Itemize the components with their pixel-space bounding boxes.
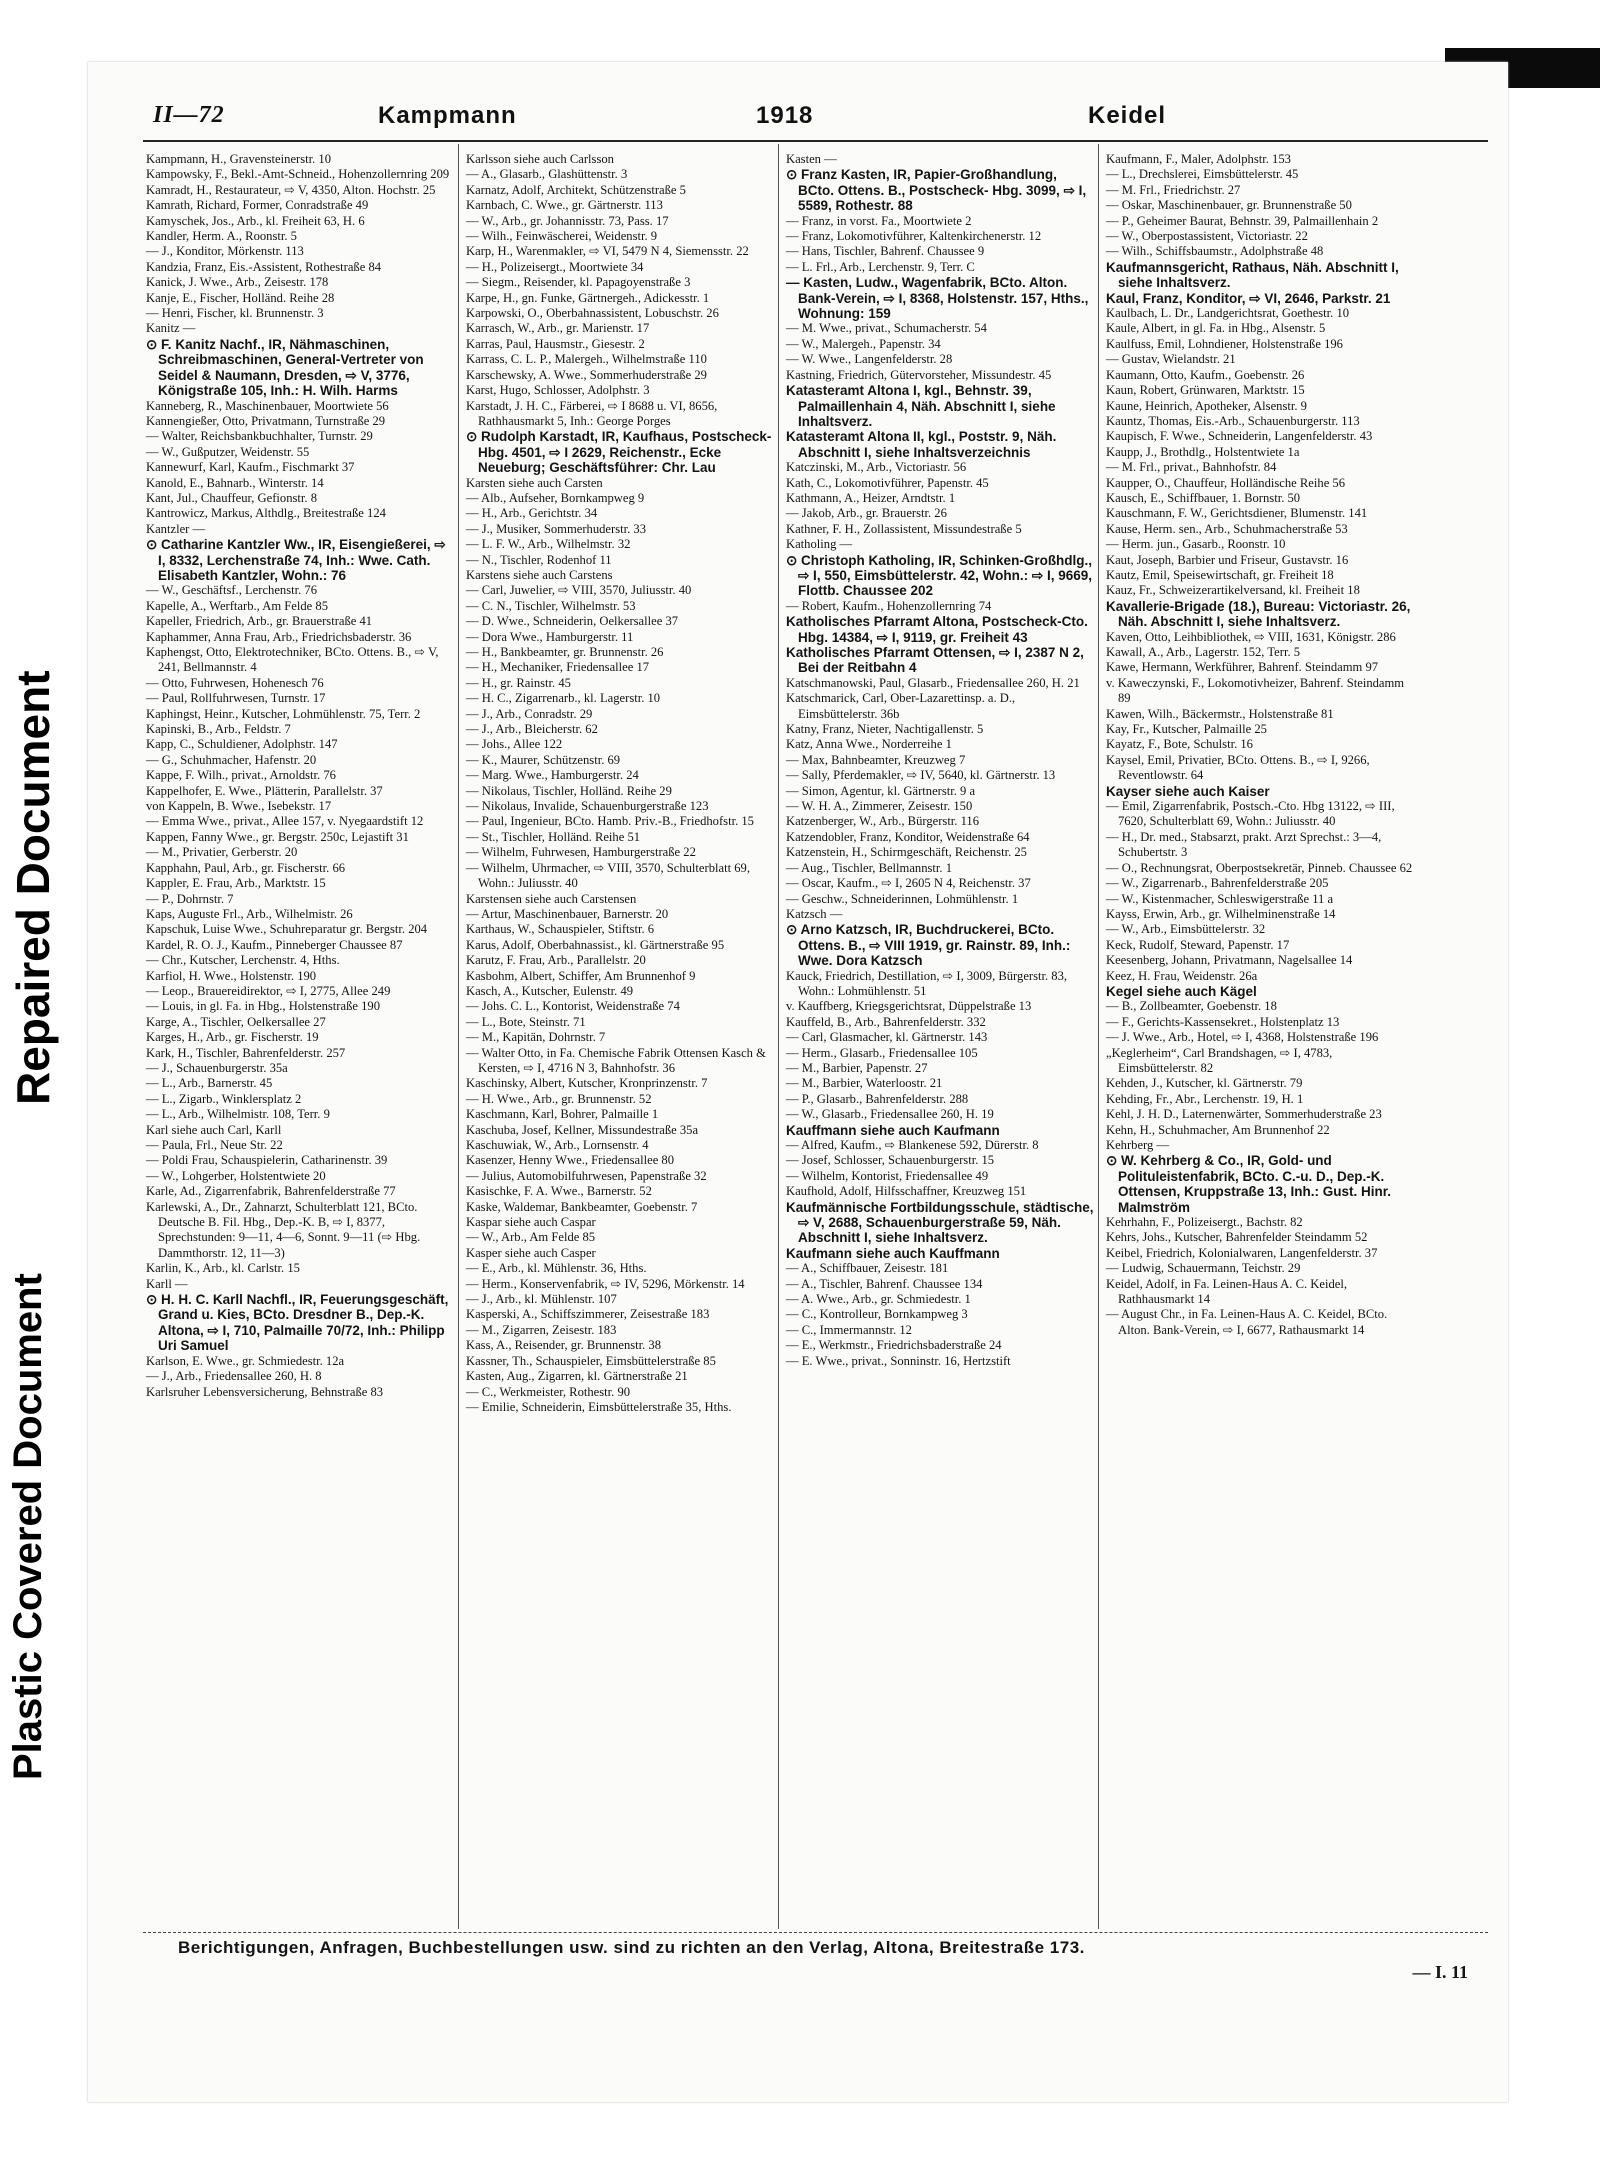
directory-entry: Karnbach, C. Wwe., gr. Gärtnerstr. 113: [466, 198, 663, 213]
directory-entry: — W., Oberpostassistent, Victoriastr. 22: [1106, 229, 1308, 244]
directory-entry: Katasteramt Altona I, kgl., Behnstr. 39, Palmaillenhain 4, Näh. Abschnitt I, siehe Inhaltsverz.: [786, 383, 1056, 429]
directory-entry: — L. Frl., Arb., Lerchenstr. 9, Terr. C: [786, 259, 975, 274]
directory-entry: — Poldi Frau, Schauspielerin, Catharinenstr. 39: [146, 1153, 388, 1168]
directory-entry: — L., Zigarb., Winklersplatz 2: [146, 1091, 302, 1106]
directory-entry: Kaufmann, F., Maler, Adolphstr. 153: [1106, 152, 1291, 166]
directory-entry: — W. H. A., Zimmerer, Zeisestr. 150: [786, 799, 973, 814]
directory-entry: — A. Wwe., Arb., gr. Schmiedestr. 1: [786, 1292, 971, 1307]
directory-entry: — Wilhelm, Kontorist, Friedensallee 49: [786, 1168, 989, 1183]
directory-entry: Karges, H., Arb., gr. Fischerstr. 19: [146, 1030, 319, 1045]
footer-notice: Berichtigungen, Anfragen, Buchbestellungen usw. sind zu richten an den Verlag, Altona, Breitestraße 173.: [178, 1938, 1085, 1957]
directory-entry: Kasten —: [786, 152, 837, 166]
directory-entry: — J., Arb., Friedensallee 260, H. 8: [146, 1369, 322, 1384]
directory-entry: Katzenstein, H., Schirmgeschäft, Reichenstr. 25: [786, 845, 1027, 860]
directory-entry: — Oscar, Kaufm., ⇨ I, 2605 N 4, Reichenstr. 37: [786, 876, 1031, 891]
directory-entry: Kaschuba, Josef, Kellner, Missundestraße 35a: [466, 1122, 699, 1137]
directory-entry: Kauffmann siehe auch Kaufmann: [786, 1122, 1000, 1138]
directory-entry: — Walter Otto, in Fa. Chemische Fabrik Ottensen Kasch & Kersten, ⇨ I, 4716 N 3, Bahnhofstr. 36: [466, 1045, 766, 1075]
directory-entry: Kappler, E. Frau, Arb., Marktstr. 15: [146, 876, 326, 891]
directory-entry: — W., Kistenmacher, Schleswigerstraße 11 a: [1106, 891, 1334, 906]
directory-column-1: [146, 152, 454, 1400]
directory-entry: — A., Tischler, Bahrenf. Chaussee 134: [786, 1276, 983, 1291]
directory-entry: ⊙ Arno Katzsch, IR, Buchdruckerei, BCto. Ottens. B., ⇨ VIII 1919, gr. Rainstr. 89, Inh.: Wwe. Dora Katzsch: [786, 922, 1071, 969]
directory-entry: Kegel siehe auch Kägel: [1106, 983, 1257, 999]
directory-entry: ⊙ Rudolph Karstadt, IR, Kaufhaus, Postscheck- Hbg. 4501, ⇨ I 2629, Reichenstr., Ecke Neueburg; Geschäftsführer: Chr. Lau: [466, 429, 772, 476]
header-last-name: Keidel: [1088, 102, 1167, 129]
directory-entry: — L., Drechslerei, Eimsbüttelerstr. 45: [1106, 167, 1299, 182]
directory-entry: Keidel, Adolf, in Fa. Leinen-Haus A. C. Keidel, Rathhausmarkt 14: [1106, 1276, 1347, 1307]
directory-entry: Kant, Jul., Chauffeur, Gefionstr. 8: [146, 490, 317, 505]
directory-entry: — Paul, Ingenieur, BCto. Hamb. Priv.-B., Friedhofstr. 15: [466, 814, 754, 829]
directory-entry: Katschmarick, Carl, Ober-Lazarettinsp. a. D., Eimsbüttelerstr. 36b: [786, 691, 1016, 721]
directory-entry: Keibel, Friedrich, Kolonialwaren, Langenfelderstr. 37: [1106, 1245, 1378, 1260]
directory-entry: — B., Zollbeamter, Goebenstr. 18: [1106, 999, 1277, 1014]
directory-entry: Karpe, H., gn. Funke, Gärtnergeh., Adickesstr. 1: [466, 290, 710, 305]
directory-entry: ⊙ Catharine Kantzler Ww., IR, Eisengießerei, ⇨ I, 8332, Lerchenstraße 74, Inh.: Wwe. Cath. Elisabeth Kantzler, Wohn.: 76: [146, 537, 446, 583]
directory-entry: Karlsson siehe auch Carlsson: [466, 152, 614, 166]
directory-entry: Kardel, R. O. J., Kaufm., Pinneberger Chaussee 87: [146, 937, 403, 952]
repaired-document-label: Repaired Document: [7, 670, 59, 1105]
directory-entry: Kanold, E., Bahnarb., Winterstr. 14: [146, 475, 324, 490]
directory-entry: Kaun, Robert, Grünwaren, Marktstr. 15: [1106, 383, 1305, 398]
directory-entry: Kaysel, Emil, Privatier, BCto. Ottens. B., ⇨ I, 9266, Reventlowstr. 64: [1106, 752, 1370, 783]
directory-entry: Kehding, Fr., Abr., Lerchenstr. 19, H. 1: [1106, 1091, 1304, 1106]
directory-entry: Katzenberger, W., Arb., Bürgerstr. 116: [786, 814, 980, 829]
directory-entry: Kawall, A., Arb., Lagerstr. 152, Terr. 5: [1106, 645, 1301, 659]
directory-entry: Katczinski, M., Arb., Victoriastr. 56: [786, 460, 967, 475]
directory-entry: — Marg. Wwe., Hamburgerstr. 24: [466, 768, 639, 783]
footer-mark: — I. 11: [1412, 1962, 1468, 1982]
directory-entry: Kehden, J., Kutscher, kl. Gärtnerstr. 79: [1106, 1076, 1303, 1091]
directory-entry: — Herm. jun., Gasarb., Roonstr. 10: [1106, 537, 1286, 552]
directory-entry: Kaven, Otto, Leihbibliothek, ⇨ VIII, 1631, Königstr. 286: [1106, 629, 1396, 644]
directory-entry: Kass, A., Reisender, gr. Brunnenstr. 38: [466, 1338, 662, 1353]
directory-entry: — Franz, in vorst. Fa., Moortwiete 2: [786, 213, 972, 228]
column-divider: [1098, 144, 1099, 1929]
directory-entry: — C. N., Tischler, Wilhelmstr. 53: [466, 598, 636, 613]
directory-entry: — Carl, Juwelier, ⇨ VIII, 3570, Juliusstr. 40: [466, 583, 692, 598]
directory-entry: Kamrath, Richard, Former, Conradstraße 49: [146, 198, 369, 213]
directory-entry: — N., Tischler, Rodenhof 11: [466, 552, 612, 567]
directory-entry: — Alb., Aufseher, Bornkampweg 9: [466, 490, 645, 505]
directory-entry: Karthaus, W., Schauspieler, Stiftstr. 6: [466, 922, 655, 937]
directory-entry: Kaumann, Otto, Kaufm., Goebenstr. 26: [1106, 367, 1305, 382]
directory-entry: — C., Kontrolleur, Bornkampweg 3: [786, 1307, 968, 1322]
directory-entry: — W. Wwe., Langenfelderstr. 28: [786, 352, 953, 367]
directory-entry: Kaufhold, Adolf, Hilfsschaffner, Kreuzweg 151: [786, 1184, 1027, 1199]
directory-entry: Kehl, J. H. D., Laternenwärter, Sommerhuderstraße 23: [1106, 1107, 1382, 1122]
directory-entry: Kausch, E., Schiffbauer, 1. Bornstr. 50: [1106, 490, 1301, 505]
directory-entry: — J., Konditor, Mörkenstr. 113: [146, 244, 304, 259]
directory-entry: Kauschmann, F. W., Gerichtsdiener, Blumenstr. 141: [1106, 506, 1368, 521]
directory-entry: — H., Arb., Gerichtstr. 34: [466, 506, 598, 521]
directory-entry: — M., Zigarren, Zeisestr. 183: [466, 1322, 617, 1337]
directory-entry: Kawe, Hermann, Werkführer, Bahrenf. Steindamm 97: [1106, 660, 1379, 675]
directory-entry: — Julius, Automobilfuhrwesen, Papenstraße 32: [466, 1168, 707, 1183]
directory-entry: Kaphammer, Anna Frau, Arb., Friedrichsbaderstr. 36: [146, 629, 412, 644]
directory-entry: — M. Wwe., privat., Schumacherstr. 54: [786, 321, 987, 336]
directory-entry: Kannewurf, Karl, Kaufm., Fischmarkt 37: [146, 460, 355, 475]
directory-entry: Kastning, Friedrich, Gütervorsteher, Missundestr. 45: [786, 367, 1052, 382]
directory-entry: Keesenberg, Johann, Privatmann, Nagelsallee 14: [1106, 953, 1353, 968]
directory-entry: Katasteramt Altona II, kgl., Poststr. 9, Näh. Abschnitt I, siehe Inhaltsverzeichnis: [786, 429, 1057, 460]
directory-entry: — Hans, Tischler, Bahrenf. Chaussee 9: [786, 244, 985, 259]
directory-entry: — Leop., Brauereidirektor, ⇨ I, 2775, Allee 249: [146, 983, 391, 998]
directory-entry: — Nikolaus, Invalide, Schauenburgerstraße 123: [466, 799, 709, 814]
directory-entry: Kapphahn, Paul, Arb., gr. Fischerstr. 66: [146, 860, 346, 875]
directory-entry: Kath, C., Lokomotivführer, Papenstr. 45: [786, 475, 989, 490]
directory-entry: — P., Geheimer Baurat, Behnstr. 39, Palmaillenhain 2: [1106, 213, 1379, 228]
directory-entry: — Kasten, Ludw., Wagenfabrik, BCto. Alton. Bank-Verein, ⇨ I, 8368, Holstenstr. 157, Hths., Wohnung: 159: [786, 275, 1089, 322]
directory-entry: — J., Schauenburgerstr. 35a: [146, 1060, 288, 1075]
directory-entry: — W., Gußputzer, Weidenstr. 55: [146, 444, 310, 459]
directory-entry: — Geschw., Schneiderinnen, Lohmühlenstr. 1: [786, 891, 1019, 906]
directory-entry: Karst, Hugo, Schlosser, Adolphstr. 3: [466, 383, 650, 398]
directory-entry: Kappen, Fanny Wwe., gr. Bergstr. 250c, Lejastift 31: [146, 829, 409, 844]
directory-entry: — W., Lohgerber, Holstentwiete 20: [146, 1168, 326, 1183]
directory-entry: Kayatz, F., Bote, Schulstr. 16: [1106, 737, 1253, 752]
directory-entry: — Chr., Kutscher, Lerchenstr. 4, Hths.: [146, 953, 340, 968]
directory-entry: Kaulfuss, Emil, Lohndiener, Holstenstraße 196: [1106, 336, 1343, 351]
directory-entry: Kaphengst, Otto, Elektrotechniker, BCto. Ottens. B., ⇨ V, 241, Bellmannstr. 4: [146, 645, 439, 675]
directory-entry: — Max, Bahnbeamter, Kreuzweg 7: [786, 752, 966, 767]
directory-entry: Kaphingst, Heinr., Kutscher, Lohmühlenstr. 75, Terr. 2: [146, 706, 421, 721]
directory-entry: Kauntz, Thomas, Eis.-Arb., Schauenburgerstr. 113: [1106, 413, 1360, 428]
directory-entry: — G., Schuhmacher, Hafenstr. 20: [146, 752, 317, 767]
directory-entry: — Emilie, Schneiderin, Eimsbüttelerstraße 35, Hths.: [466, 1399, 732, 1414]
directory-entry: — A., Glasarb., Glashüttenstr. 3: [466, 167, 628, 182]
directory-entry: — D. Wwe., Schneiderin, Oelkersallee 37: [466, 614, 679, 629]
directory-entry: Kappe, F. Wilh., privat., Arnoldstr. 76: [146, 768, 336, 783]
directory-entry: — Henri, Fischer, kl. Brunnenstr. 3: [146, 306, 324, 321]
header-year: 1918: [756, 102, 814, 129]
directory-entry: Keez, H. Frau, Weidenstr. 26a: [1106, 968, 1258, 983]
directory-entry: Katzendobler, Franz, Konditor, Weidenstraße 64: [786, 829, 1030, 844]
directory-entry: Kaupp, J., Brothdlg., Holstentwiete 1a: [1106, 444, 1300, 459]
directory-entry: — W., Zigarrenarb., Bahrenfelderstraße 205: [1106, 876, 1329, 891]
directory-entry: Kauffeld, B., Arb., Bahrenfelderstr. 332: [786, 1014, 986, 1029]
directory-entry: Kanitz —: [146, 321, 196, 336]
directory-entry: Katholisches Pfarramt Altona, Postscheck-Cto. Hbg. 14384, ⇨ I, 9119, gr. Freiheit 43: [786, 614, 1088, 645]
directory-entry: Kasper siehe auch Casper: [466, 1245, 596, 1260]
directory-entry: Keck, Rudolf, Steward, Papenstr. 17: [1106, 937, 1290, 952]
directory-entry: Kanneberg, R., Maschinenbauer, Moortwiete 56: [146, 398, 389, 413]
directory-entry: v. Kaweczynski, F., Lokomotivheizer, Bahrenf. Steindamm 89: [1106, 675, 1405, 706]
directory-entry: Kappelhofer, E. Wwe., Plätterin, Parallelstr. 37: [146, 783, 383, 798]
directory-entry: — H., Mechaniker, Friedensallee 17: [466, 660, 650, 675]
directory-entry: — Emil, Zigarrenfabrik, Postsch.-Cto. Hbg 13122, ⇨ III, 7620, Schulterblatt 69, Wohn.: Juliusstr. 40: [1106, 799, 1395, 829]
column-divider: [458, 144, 459, 1929]
directory-entry: — Nikolaus, Tischler, Holländ. Reihe 29: [466, 783, 672, 798]
directory-entry: Karl siehe auch Carl, Karll: [146, 1122, 282, 1137]
directory-entry: — Johs., Allee 122: [466, 737, 563, 752]
directory-entry: Kamyschek, Jos., Arb., kl. Freiheit 63, H. 6: [146, 213, 365, 228]
directory-entry: — Jakob, Arb., gr. Brauerstr. 26: [786, 506, 947, 521]
directory-entry: Katholisches Pfarramt Ottensen, ⇨ I, 2387 N 2, Bei der Reitbahn 4: [786, 645, 1084, 676]
directory-entry: Kay, Fr., Kutscher, Palmaille 25: [1106, 722, 1267, 737]
directory-entry: — Paul, Rollfuhrwesen, Turnstr. 17: [146, 691, 326, 706]
directory-entry: Katny, Franz, Nieter, Nachtigallenstr. 5: [786, 722, 984, 737]
directory-entry: Kehrberg —: [1106, 1138, 1170, 1152]
directory-entry: — E., Werkmstr., Friedrichsbaderstraße 24: [786, 1338, 1002, 1353]
directory-entry: — Aug., Tischler, Bellmannstr. 1: [786, 860, 953, 875]
directory-entry: — M., Barbier, Waterloostr. 21: [786, 1076, 943, 1091]
directory-entry: Kaufmännische Fortbildungsschule, städtische, ⇨ V, 2688, Schauenburgerstraße 59, Näh. Abschnitt I, siehe Inhaltsverz.: [786, 1199, 1094, 1246]
directory-entry: — J., Arb., Conradstr. 29: [466, 706, 593, 721]
directory-entry: Kehn, H., Schuhmacher, Am Brunnenhof 22: [1106, 1122, 1330, 1137]
page-reference: II—72: [153, 102, 225, 128]
directory-entry: Karfiol, H. Wwe., Holstenstr. 190: [146, 968, 317, 983]
directory-entry: — K., Maurer, Schützenstr. 69: [466, 752, 621, 767]
directory-entry: — H., Dr. med., Stabsarzt, prakt. Arzt Sprechst.: 3—4, Schubertstr. 3: [1106, 829, 1382, 860]
directory-entry: Kassner, Th., Schauspieler, Eimsbüttelerstraße 85: [466, 1353, 716, 1368]
directory-entry: — O., Rechnungsrat, Oberpostsekretär, Pinneb. Chaussee 62: [1106, 860, 1413, 875]
directory-entry: Kasch, A., Kutscher, Eulenstr. 49: [466, 983, 634, 998]
directory-entry: — L. F. W., Arb., Wilhelmstr. 32: [466, 537, 631, 552]
directory-entry: Karrass, C. L. P., Malergeh., Wilhelmstraße 110: [466, 352, 707, 367]
directory-entry: — J., Musiker, Sommerhuderstr. 33: [466, 521, 646, 536]
directory-entry: Kamradt, H., Restaurateur, ⇨ V, 4350, Alton. Hochstr. 25: [146, 182, 436, 197]
directory-entry: Kapelle, A., Werftarb., Am Felde 85: [146, 598, 329, 613]
directory-entry: Kaske, Waldemar, Bankbeamter, Goebenstr. 7: [466, 1199, 698, 1214]
directory-entry: Kavallerie-Brigade (18.), Bureau: Victoriastr. 26, Näh. Abschnitt I, siehe Inhaltsverz.: [1106, 598, 1411, 630]
directory-page: [88, 62, 1508, 2102]
directory-entry: Kaschmann, Karl, Bohrer, Palmaille 1: [466, 1107, 659, 1122]
directory-entry: ⊙ W. Kehrberg & Co., IR, Gold- und Polituleistenfabrik, BCto. C.-u. D., Dep.-K. Ottensen, Kruppstraße 13, Inh.: Gust. Hinr. Malmström: [1106, 1153, 1392, 1215]
directory-entry: Kaspar siehe auch Caspar: [466, 1215, 596, 1230]
directory-entry: Katschmanowski, Paul, Glasarb., Friedensallee 260, H. 21: [786, 675, 1080, 690]
directory-entry: — M., Privatier, Gerberstr. 20: [146, 845, 298, 860]
directory-entry: Kasperski, A., Schiffszimmerer, Zeisestraße 183: [466, 1307, 710, 1322]
directory-entry: — L., Arb., Wilhelmistr. 108, Terr. 9: [146, 1107, 330, 1122]
directory-entry: — W., Arb., gr. Johannisstr. 73, Pass. 17: [466, 213, 669, 228]
directory-entry: Kehrs, Johs., Kutscher, Bahrenfelder Steindamm 52: [1106, 1230, 1368, 1245]
directory-entry: — Oskar, Maschinenbauer, gr. Brunnenstraße 50: [1106, 198, 1352, 213]
directory-entry: — J., Arb., Bleicherstr. 62: [466, 722, 598, 737]
directory-entry: Karlin, K., Arb., kl. Carlstr. 15: [146, 1261, 300, 1276]
directory-entry: — J., Arb., kl. Mühlenstr. 107: [466, 1292, 617, 1307]
directory-entry: — E., Arb., kl. Mühlenstr. 36, Hths.: [466, 1261, 647, 1276]
directory-entry: Kasenzer, Henny Wwe., Friedensallee 80: [466, 1153, 675, 1168]
directory-entry: Kannengießer, Otto, Privatmann, Turnstraße 29: [146, 413, 386, 428]
directory-entry: — W., Arb., Am Felde 85: [466, 1230, 596, 1245]
directory-entry: Kathmann, A., Heizer, Arndtstr. 1: [786, 490, 956, 505]
directory-entry: Kautz, Emil, Speisewirtschaft, gr. Freiheit 18: [1106, 567, 1334, 582]
directory-entry: Kathner, F. H., Zollassistent, Missundestraße 5: [786, 521, 1022, 536]
directory-entry: — F., Gerichts-Kassensekret., Holstenplatz 13: [1106, 1014, 1340, 1029]
footer-rule: [143, 1932, 1488, 1933]
directory-entry: Karstensen siehe auch Carstensen: [466, 891, 637, 906]
directory-entry: Kantzler —: [146, 521, 206, 536]
directory-entry: Karnatz, Adolf, Architekt, Schützenstraße 5: [466, 182, 686, 197]
directory-entry: Karle, Ad., Zigarrenfabrik, Bahrenfelderstraße 77: [146, 1184, 396, 1199]
directory-entry: — Herm., Konservenfabrik, ⇨ IV, 5296, Mörkenstr. 14: [466, 1276, 745, 1291]
directory-entry: — Wilh., Schiffsbaumstr., Adolphstraße 48: [1106, 244, 1324, 259]
directory-entry: Kasten, Aug., Zigarren, kl. Gärtnerstraße 21: [466, 1369, 688, 1384]
header-first-name: Kampmann: [378, 102, 517, 129]
directory-entry: — August Chr., in Fa. Leinen-Haus A. C. Keidel, BCto. Alton. Bank-Verein, ⇨ I, 6677, Rathausmarkt 14: [1106, 1307, 1388, 1337]
directory-entry: — Otto, Fuhrwesen, Hohenesch 76: [146, 675, 324, 690]
directory-entry: v. Kauffberg, Kriegsgerichtsrat, Düppelstraße 13: [786, 999, 1032, 1014]
directory-entry: — M. Frl., Friedrichstr. 27: [1106, 182, 1241, 197]
directory-entry: Kaule, Albert, in gl. Fa. in Hbg., Alsenstr. 5: [1106, 321, 1326, 336]
directory-entry: — C., Werkmeister, Rothestr. 90: [466, 1384, 631, 1399]
directory-entry: — M., Kapitän, Dohrnstr. 7: [466, 1030, 606, 1045]
directory-entry: Kapschuk, Luise Wwe., Schuhreparatur gr. Bergstr. 204: [146, 922, 428, 937]
directory-entry: Karlewski, A., Dr., Zahnarzt, Schulterblatt 121, BCto. Deutsche B. Fil. Hbg., Dep.-K. B, ⇨ I, 8377, Sprechstunden: 9—11, 4—6, Sonnt. 9—11 (⇨ Hbg. Dammthorstr. 12, 11—3): [146, 1199, 421, 1260]
scan-top-edge: [0, 0, 1600, 60]
directory-entry: ⊙ Franz Kasten, IR, Papier-Großhandlung, BCto. Ottens. B., Postscheck- Hbg. 3099, ⇨ I, 5589, Rothestr. 88: [786, 167, 1087, 214]
directory-entry: Kapinski, B., Arb., Feldstr. 7: [146, 722, 291, 737]
directory-entry: Kantrowicz, Markus, Althdlg., Breitestraße 124: [146, 506, 386, 521]
directory-entry: Karll —: [146, 1276, 188, 1291]
directory-entry: Karstens siehe auch Carstens: [466, 567, 613, 582]
directory-entry: Karutz, F. Frau, Arb., Parallelstr. 20: [466, 953, 646, 968]
directory-entry: — P., Glasarb., Bahrenfelderstr. 288: [786, 1091, 969, 1106]
directory-entry: Karlsruher Lebensversicherung, Behnstraße 83: [146, 1384, 384, 1399]
directory-entry: — Emma Wwe., privat., Allee 157, v. Nyegaardstift 12: [146, 814, 424, 829]
directory-entry: — H. Wwe., Arb., gr. Brunnenstr. 52: [466, 1091, 652, 1106]
directory-entry: — L., Bote, Steinstr. 71: [466, 1014, 586, 1029]
directory-entry: — H., Bankbeamter, gr. Brunnenstr. 26: [466, 645, 664, 659]
directory-entry: — Wilhelm, Uhrmacher, ⇨ VIII, 3570, Schulterblatt 69, Wohn.: Juliusstr. 40: [466, 860, 750, 891]
directory-entry: Kampowsky, F., Bekl.-Amt-Schneid., Hohenzollernring 209: [146, 167, 450, 182]
directory-entry: — Dora Wwe., Hamburgerstr. 11: [466, 629, 634, 644]
directory-entry: — H., gr. Rainstr. 45: [466, 675, 571, 690]
directory-entry: — Wilhelm, Fuhrwesen, Hamburgerstraße 22: [466, 845, 696, 860]
directory-entry: — Siegm., Reisender, kl. Papagoyenstraße 3: [466, 275, 691, 290]
directory-entry: Kapp, C., Schuldiener, Adolphstr. 147: [146, 737, 338, 752]
directory-entry: „Keglerheim“, Carl Brandshagen, ⇨ I, 4783, Eimsbüttelerstr. 82: [1106, 1045, 1333, 1075]
directory-entry: — Simon, Agentur, kl. Gärtnerstr. 9 a: [786, 783, 976, 798]
directory-entry: — Wilh., Feinwäscherei, Weidenstr. 9: [466, 229, 658, 244]
directory-entry: — H. C., Zigarrenarb., kl. Lagerstr. 10: [466, 691, 661, 706]
directory-entry: Kayss, Erwin, Arb., gr. Wilhelminenstraße 14: [1106, 906, 1336, 921]
directory-entry: Karsten siehe auch Carsten: [466, 475, 603, 490]
directory-entry: — Josef, Schlosser, Schauenburgerstr. 15: [786, 1153, 995, 1168]
directory-entry: Kanick, J. Wwe., Arb., Zeisestr. 178: [146, 275, 329, 290]
directory-column-2: [466, 152, 774, 1415]
directory-entry: Karlson, E. Wwe., gr. Schmiedestr. 12a: [146, 1353, 345, 1368]
directory-entry: — M. Frl., privat., Bahnhofstr. 84: [1106, 460, 1277, 475]
directory-entry: Kaschinsky, Albert, Kutscher, Kronprinzenstr. 7: [466, 1076, 708, 1091]
directory-entry: Karge, A., Tischler, Oelkersallee 27: [146, 1014, 326, 1029]
directory-entry: — J. Wwe., Arb., Hotel, ⇨ I, 4368, Holstenstraße 196: [1106, 1030, 1379, 1045]
directory-entry: Karras, Paul, Hausmstr., Giesestr. 2: [466, 336, 645, 351]
directory-entry: — Ludwig, Schauermann, Teichstr. 29: [1106, 1261, 1301, 1276]
directory-entry: Kehrhahn, F., Polizeisergt., Bachstr. 82: [1106, 1215, 1303, 1230]
directory-entry: — Alfred, Kaufm., ⇨ Blankenese 592, Dürerstr. 8: [786, 1138, 1039, 1152]
directory-entry: Kandzia, Franz, Eis.-Assistent, Rothestraße 84: [146, 259, 382, 274]
directory-entry: Katz, Anna Wwe., Norderreihe 1: [786, 737, 952, 752]
directory-entry: — W., Arb., Eimsbüttelerstr. 32: [1106, 922, 1266, 937]
directory-entry: Kaps, Auguste Frl., Arb., Wilhelmistr. 26: [146, 906, 353, 921]
directory-entry: Kauz, Fr., Schweizerartikelversand, kl. Freiheit 18: [1106, 583, 1360, 598]
directory-entry: — Paula, Frl., Neue Str. 22: [146, 1138, 283, 1152]
directory-entry: ⊙ H. H. C. Karll Nachfl., IR, Feuerungsgeschäft, Grand u. Kies, BCto. Dresdner B., Dep.-K. Altona, ⇨ I, 710, Palmaille 70/72, Inh.: Philipp Uri Samuel: [146, 1292, 449, 1354]
directory-entry: Karschewsky, A. Wwe., Sommerhuderstraße 29: [466, 367, 707, 382]
directory-entry: von Kappeln, B. Wwe., Isebekstr. 17: [146, 799, 332, 814]
directory-entry: — Artur, Maschinenbauer, Barnerstr. 20: [466, 906, 669, 921]
directory-entry: — H., Polizeisergt., Moortwiete 34: [466, 259, 644, 274]
column-divider: [778, 144, 779, 1929]
directory-entry: Kaupisch, F. Wwe., Schneiderin, Langenfelderstr. 43: [1106, 429, 1373, 444]
directory-entry: Kapeller, Friedrich, Arb., gr. Brauerstraße 41: [146, 614, 373, 629]
directory-entry: Kandler, Herm. A., Roonstr. 5: [146, 229, 297, 244]
directory-entry: — W., Glasarb., Friedensallee 260, H. 19: [786, 1107, 994, 1122]
plastic-covered-label: Plastic Covered Document: [6, 1273, 50, 1780]
directory-entry: Kaufmannsgericht, Rathaus, Näh. Abschnitt I, siehe Inhaltsverz.: [1106, 259, 1399, 291]
directory-entry: Kauck, Friedrich, Destillation, ⇨ I, 3009, Bürgerstr. 83, Wohn.: Lohmühlenstr. 51: [786, 968, 1068, 998]
directory-entry: ⊙ Christoph Katholing, IR, Schinken-Großhdlg., ⇨ I, 550, Eimsbüttelerstr. 42, Wohn.: ⇨ I, 9669, Flottb. Chaussee 202: [786, 552, 1093, 599]
directory-entry: — E. Wwe., privat., Sonninstr. 16, Hertzstift: [786, 1353, 1011, 1368]
directory-entry: Kasbohm, Albert, Schiffer, Am Brunnenhof 9: [466, 968, 696, 983]
directory-entry: — W., Geschäftsf., Lerchenstr. 76: [146, 583, 318, 598]
directory-entry: Karrasch, W., Arb., gr. Marienstr. 17: [466, 321, 650, 336]
directory-entry: — P., Dohrnstr. 7: [146, 891, 234, 906]
directory-entry: Karpowski, O., Oberbahnassistent, Lobuschstr. 26: [466, 306, 719, 321]
directory-entry: — Herm., Glasarb., Friedensallee 105: [786, 1045, 978, 1060]
directory-entry: — Gustav, Wielandstr. 21: [1106, 352, 1236, 367]
directory-entry: Kaune, Heinrich, Apotheker, Alsenstr. 9: [1106, 398, 1307, 413]
directory-column-3: [786, 152, 1094, 1369]
directory-entry: — Walter, Reichsbankbuchhalter, Turnstr. 29: [146, 429, 373, 444]
directory-entry: Kaschuwiak, W., Arb., Lornsenstr. 4: [466, 1138, 649, 1152]
directory-entry: — Carl, Glasmacher, kl. Gärtnerstr. 143: [786, 1030, 988, 1045]
directory-entry: — A., Schiffbauer, Zeisestr. 181: [786, 1261, 949, 1276]
directory-entry: Kasischke, F. A. Wwe., Barnerstr. 52: [466, 1184, 652, 1199]
directory-entry: Kayser siehe auch Kaiser: [1106, 783, 1270, 799]
directory-column-4: [1106, 152, 1414, 1338]
directory-entry: — M., Barbier, Papenstr. 27: [786, 1060, 928, 1075]
directory-entry: — L., Arb., Barnerstr. 45: [146, 1076, 273, 1091]
directory-entry: Karstadt, J. H. C., Färberei, ⇨ I 8688 u. VI, 8656, Rathhausmarkt 5, Inh.: George Porges: [466, 398, 718, 428]
directory-entry: Kause, Herm. sen., Arb., Schuhmacherstraße 53: [1106, 521, 1348, 536]
directory-entry: — Franz, Lokomotivführer, Kaltenkirchenerstr. 12: [786, 229, 1042, 244]
directory-entry: Kanje, E., Fischer, Holländ. Reihe 28: [146, 290, 335, 305]
directory-entry: Kark, H., Tischler, Bahrenfelderstr. 257: [146, 1045, 346, 1060]
directory-entry: Kampmann, H., Gravensteinerstr. 10: [146, 152, 332, 166]
directory-entry: Katzsch —: [786, 906, 843, 921]
directory-entry: Kaupper, O., Chauffeur, Holländische Reihe 56: [1106, 475, 1346, 490]
directory-entry: Kaufmann siehe auch Kauffmann: [786, 1245, 1000, 1261]
directory-entry: — St., Tischler, Holländ. Reihe 51: [466, 829, 641, 844]
directory-entry: — Johs. C. L., Kontorist, Weidenstraße 74: [466, 999, 680, 1014]
header-rule: [143, 140, 1488, 142]
directory-entry: Karus, Adolf, Oberbahnassist., kl. Gärtnerstraße 95: [466, 937, 725, 952]
directory-entry: — Louis, in gl. Fa. in Hbg., Holstenstraße 190: [146, 999, 381, 1014]
directory-entry: ⊙ F. Kanitz Nachf., IR, Nähmaschinen, Schreibmaschinen, General-Vertreter von Seidel & Naumann, Dresden, ⇨ V, 3776, Königstraße 105, Inh.: H. Wilh. Harms: [146, 336, 424, 399]
directory-entry: Katholing —: [786, 537, 853, 552]
directory-entry: Karp, H., Warenmakler, ⇨ VI, 5479 N 4, Siemensstr. 22: [466, 244, 749, 259]
directory-entry: Kaut, Joseph, Barbier und Friseur, Gustavstr. 16: [1106, 552, 1349, 567]
directory-entry: — Robert, Kaufm., Hohenzollernring 74: [786, 598, 992, 613]
directory-entry: — W., Malergeh., Papenstr. 34: [786, 336, 941, 351]
directory-entry: — C., Immermannstr. 12: [786, 1322, 912, 1337]
directory-entry: Kawen, Wilh., Bäckermstr., Holstenstraße 81: [1106, 706, 1334, 721]
directory-entry: Kaul, Franz, Konditor, ⇨ VI, 2646, Parkstr. 21: [1106, 290, 1391, 306]
directory-entry: — Sally, Pferdemakler, ⇨ IV, 5640, kl. Gärtnerstr. 13: [786, 768, 1056, 783]
directory-entry: Kaulbach, L. Dr., Landgerichtsrat, Goethestr. 10: [1106, 306, 1350, 321]
